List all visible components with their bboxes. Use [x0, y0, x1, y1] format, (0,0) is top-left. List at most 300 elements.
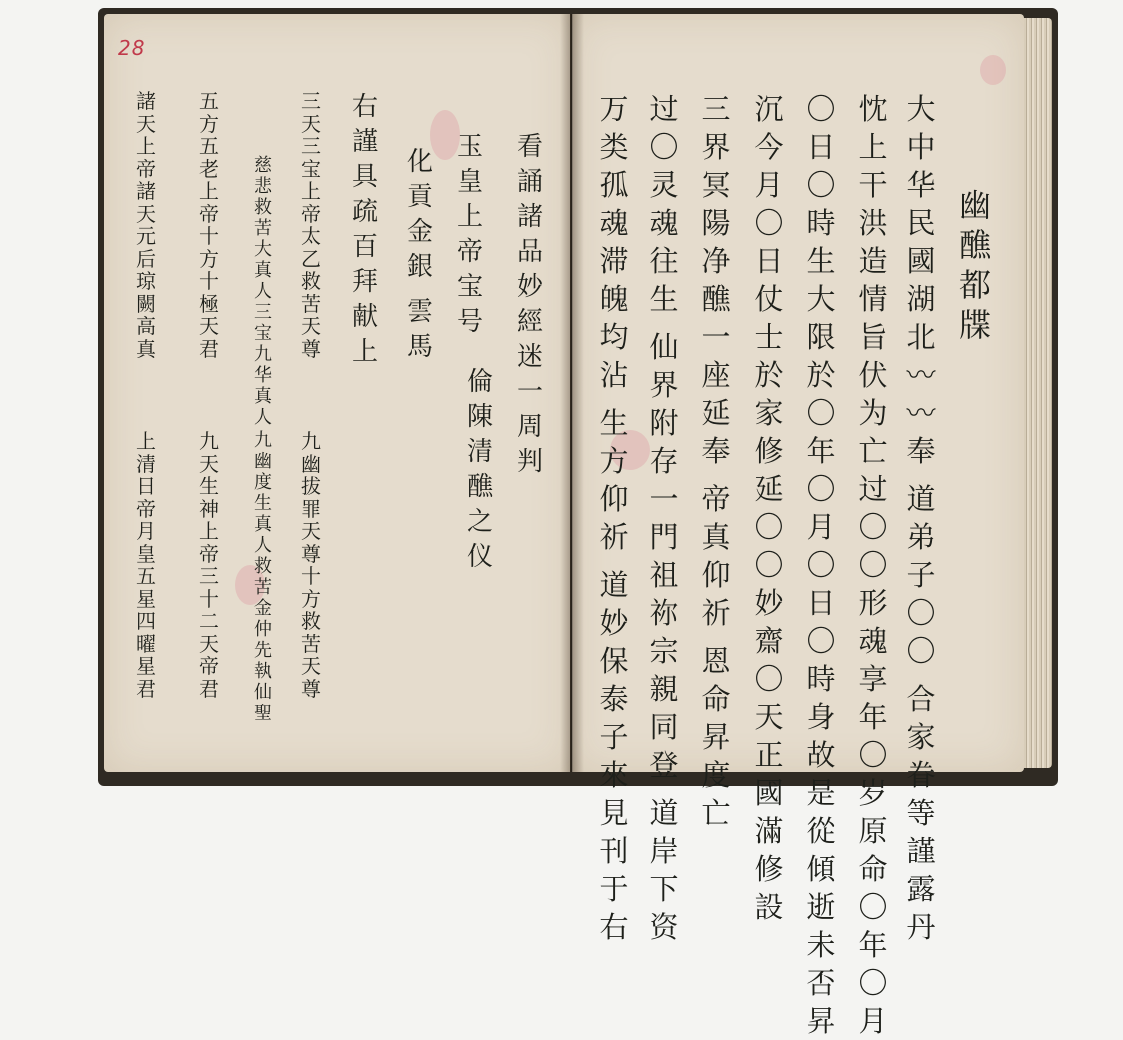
column-character: 献 — [351, 302, 378, 332]
text-column — [405, 145, 435, 365]
column-character: 〇 — [858, 890, 888, 924]
column-character: 五 — [199, 134, 219, 158]
column-character: 一 — [516, 377, 543, 407]
column-character: 闕 — [136, 291, 156, 316]
column-character: 星 — [136, 586, 156, 611]
column-character: 奉 — [906, 434, 936, 468]
column-character: 上 — [858, 130, 888, 164]
column-character — [711, 632, 720, 642]
column-character: 君 — [136, 676, 156, 701]
column-character: 昇 — [806, 1004, 836, 1038]
column-character: 帝 — [199, 541, 219, 566]
column-character: 罪 — [301, 496, 321, 521]
column-character: 經 — [516, 307, 543, 337]
column-character: 月 — [806, 510, 836, 544]
column-character: 魂 — [858, 624, 888, 658]
column-character: 倫 — [466, 367, 493, 397]
column-character: 仪 — [466, 542, 493, 572]
column-character: 尊 — [301, 541, 321, 566]
column-character: 〇 — [906, 596, 936, 630]
column-character: 日 — [806, 130, 836, 164]
column-character: 华 — [906, 168, 936, 202]
column-character: 金 — [406, 217, 433, 247]
column-character: 二 — [199, 609, 219, 633]
column-character: 岁 — [858, 776, 888, 810]
column-character: 亡 — [858, 434, 888, 468]
column-character: 執 — [254, 661, 272, 682]
column-character: 延 — [754, 472, 784, 506]
column-character: 清 — [466, 437, 493, 467]
column-character: 〰 — [906, 396, 936, 430]
column-character: 魄 — [599, 282, 629, 316]
column-character: 馬 — [406, 332, 433, 362]
column-character: 方 — [199, 246, 219, 271]
column-character: 生 — [254, 493, 272, 514]
column-character: 具 — [351, 162, 378, 192]
column-character: 雲 — [406, 297, 433, 327]
column-character: 露 — [906, 872, 936, 906]
column-character: 九 — [199, 429, 219, 453]
column-character: 時 — [806, 206, 836, 240]
column-character: 干 — [858, 168, 888, 202]
column-character: 陽 — [701, 206, 731, 240]
column-character: 判 — [516, 447, 543, 477]
column-character: 方 — [199, 111, 219, 136]
column-character: 幽 — [301, 451, 321, 476]
column-character: 后 — [136, 246, 156, 271]
column-character: 日 — [754, 244, 784, 278]
column-character: 右 — [599, 910, 629, 944]
page-number: 28 — [118, 36, 146, 60]
column-character: 方 — [599, 444, 629, 478]
column-character: 华 — [254, 365, 272, 386]
text-column — [465, 365, 495, 575]
column-character: 先 — [254, 640, 272, 661]
column-character: 帝 — [136, 156, 156, 181]
column-character: 誦 — [516, 167, 543, 197]
column-character: 貢 — [406, 182, 433, 212]
text-column — [300, 430, 322, 700]
text-column — [857, 90, 889, 1040]
text-column — [253, 155, 273, 428]
column-character: 看 — [516, 132, 543, 162]
column-character: 天 — [136, 201, 156, 226]
column-character: 民 — [906, 206, 936, 240]
right-page — [572, 14, 1024, 772]
column-character: 灵 — [649, 168, 679, 202]
column-character: 造 — [858, 244, 888, 278]
column-character: 仙 — [254, 682, 272, 703]
column-character: 玉 — [456, 132, 483, 162]
column-character: 帝 — [456, 237, 483, 267]
column-character: 上 — [136, 134, 156, 158]
column-character: 〇 — [906, 634, 936, 668]
column-character: 星 — [136, 654, 156, 678]
text-column — [648, 90, 680, 946]
column-character: 月 — [136, 519, 156, 543]
column-character: 太 — [301, 224, 321, 248]
column-character: 上 — [301, 179, 321, 203]
column-character: 宝 — [301, 156, 321, 181]
column-character: 否 — [806, 966, 836, 1000]
column-character: 奉 — [701, 434, 731, 468]
column-character: 國 — [906, 244, 936, 278]
column-character: 都 — [958, 266, 991, 304]
column-character: 來 — [599, 758, 629, 792]
column-character: 〇 — [754, 662, 784, 696]
column-character: 十 — [301, 564, 321, 588]
column-character: 日 — [136, 474, 156, 498]
column-character — [416, 285, 424, 295]
column-character: 延 — [701, 396, 731, 430]
column-character: 清 — [136, 451, 156, 476]
column-character: 神 — [199, 496, 219, 521]
column-character: 仗 — [754, 282, 784, 316]
column-character: 真 — [254, 514, 272, 535]
column-character: 弟 — [906, 520, 936, 554]
column-character: 洪 — [858, 206, 888, 240]
column-character: 琼 — [136, 269, 156, 293]
column-character: 〇 — [858, 738, 888, 772]
column-character: 等 — [906, 796, 936, 830]
column-character: 四 — [136, 609, 156, 633]
column-character: 皇 — [456, 167, 483, 197]
column-character: 國 — [754, 776, 784, 810]
column-character: 北 — [906, 320, 936, 354]
column-character: 〇 — [858, 548, 888, 582]
column-character: 是 — [806, 776, 836, 810]
column-character: 仰 — [701, 558, 731, 592]
column-character: 命 — [701, 682, 731, 716]
column-character: 乙 — [301, 246, 321, 271]
text-column — [135, 90, 157, 360]
column-character: 天 — [301, 111, 321, 136]
column-character: 资 — [649, 910, 679, 944]
column-character: 皇 — [136, 541, 156, 566]
column-character — [916, 470, 925, 480]
column-character: 謹 — [351, 127, 378, 157]
column-character: 伏 — [858, 358, 888, 392]
column-character: 天 — [199, 314, 219, 338]
text-column — [700, 90, 732, 832]
column-character: 年 — [858, 928, 888, 962]
column-character: 人 — [254, 535, 272, 556]
column-character: 人 — [254, 407, 272, 428]
text-column — [198, 430, 220, 700]
column-character: 救 — [301, 609, 321, 633]
column-character: 君 — [199, 336, 219, 361]
text-column — [253, 430, 273, 724]
column-character: 逝 — [806, 890, 836, 924]
column-character: 〇 — [858, 966, 888, 1000]
column-character: 真 — [136, 336, 156, 361]
column-character: 类 — [599, 130, 629, 164]
column-character: 三 — [199, 564, 219, 588]
column-character: 三 — [301, 89, 321, 113]
column-character: 形 — [858, 586, 888, 620]
column-character: 天 — [199, 631, 219, 656]
column-character: 忱 — [858, 92, 888, 126]
column-character: 於 — [754, 358, 784, 392]
column-character: 元 — [136, 224, 156, 248]
column-character: 上 — [456, 202, 483, 232]
column-character: 仙 — [649, 330, 679, 364]
left-page — [104, 14, 570, 772]
column-character: 百 — [351, 232, 378, 262]
column-character: 方 — [301, 586, 321, 611]
text-column — [198, 90, 220, 360]
column-character: 天 — [301, 314, 321, 338]
column-character: 醮 — [466, 472, 493, 502]
column-character: 净 — [701, 244, 731, 278]
column-character: 苦 — [254, 577, 272, 598]
text-column — [135, 430, 157, 700]
column-character: 过 — [858, 472, 888, 506]
column-character: 〇 — [806, 92, 836, 126]
text-column — [455, 130, 485, 340]
column-character: 苦 — [254, 218, 272, 239]
column-character: 月 — [858, 1004, 888, 1038]
column-character: 宝 — [456, 272, 483, 302]
column-character: 疏 — [351, 197, 378, 227]
column-character: 祢 — [649, 596, 679, 630]
column-character — [609, 394, 618, 404]
column-character: 真 — [701, 520, 731, 554]
column-character: 親 — [649, 672, 679, 706]
column-character: 上 — [351, 337, 378, 367]
column-character: 旨 — [858, 320, 888, 354]
column-character: 号 — [456, 307, 483, 337]
column-character: 九 — [301, 429, 321, 453]
column-character: 天 — [301, 519, 321, 543]
column-character — [609, 556, 618, 566]
column-character: 高 — [136, 314, 156, 338]
column-character: 迷 — [516, 342, 543, 372]
column-character: 〇 — [649, 130, 679, 164]
column-character: 魂 — [599, 206, 629, 240]
column-character: 登 — [649, 748, 679, 782]
column-character: 極 — [199, 291, 219, 316]
column-character: 过 — [649, 92, 679, 126]
column-character: 〇 — [806, 624, 836, 658]
column-character: 宗 — [649, 634, 679, 668]
column-character: 生 — [599, 406, 629, 440]
column-character: 故 — [806, 738, 836, 772]
column-character: 滞 — [599, 244, 629, 278]
column-character: 祖 — [649, 558, 679, 592]
column-character: 苦 — [301, 631, 321, 656]
column-character: 妙 — [754, 586, 784, 620]
column-character: 生 — [649, 282, 679, 316]
column-character: 五 — [136, 564, 156, 588]
column-character: 均 — [599, 320, 629, 354]
column-character: 三 — [301, 134, 321, 158]
column-character: 諸 — [136, 89, 156, 113]
column-character: 五 — [199, 89, 219, 113]
column-character: 存 — [649, 444, 679, 478]
column-character: 度 — [254, 472, 272, 493]
column-character: 拔 — [301, 474, 321, 498]
column-character: 〇 — [806, 168, 836, 202]
column-character: 下 — [649, 872, 679, 906]
column-character: 大 — [906, 92, 936, 126]
column-character: 帝 — [301, 201, 321, 226]
column-character: 昇 — [701, 720, 731, 754]
page-edges — [1024, 18, 1052, 768]
column-character: 〇 — [806, 396, 836, 430]
column-character: 真 — [254, 386, 272, 407]
column-character — [659, 318, 668, 328]
book-gutter — [560, 14, 584, 772]
column-character: 悲 — [254, 176, 272, 197]
column-character: 救 — [254, 197, 272, 218]
column-character: 真 — [254, 260, 272, 281]
column-character: 救 — [254, 556, 272, 577]
column-character: 魂 — [649, 206, 679, 240]
column-character: 曜 — [136, 631, 156, 656]
column-character: 〇 — [858, 510, 888, 544]
column-character: 十 — [199, 224, 219, 248]
column-character: 老 — [199, 156, 219, 181]
column-character: 大 — [806, 282, 836, 316]
column-character: 一 — [701, 320, 731, 354]
column-character: 天 — [301, 654, 321, 678]
column-character: 拜 — [351, 267, 378, 297]
column-character: 士 — [754, 320, 784, 354]
column-character — [916, 670, 925, 680]
column-character: 一 — [649, 482, 679, 516]
column-character: 之 — [466, 507, 493, 537]
column-character: 見 — [599, 796, 629, 830]
column-character: 子 — [906, 558, 936, 592]
column-character: 泰 — [599, 682, 629, 716]
column-character: 原 — [858, 814, 888, 848]
column-character: 道 — [649, 796, 679, 830]
column-character: 陳 — [466, 402, 493, 432]
column-character: 上 — [199, 519, 219, 543]
column-character: 日 — [806, 586, 836, 620]
column-character: 〇 — [754, 548, 784, 582]
column-character: 刊 — [599, 834, 629, 868]
column-character: 天 — [136, 111, 156, 136]
column-character: 上 — [199, 179, 219, 203]
column-character: 於 — [806, 358, 836, 392]
column-character: 帝 — [199, 201, 219, 226]
column-character: 品 — [516, 237, 543, 267]
column-character: 設 — [754, 890, 784, 924]
column-character: 苦 — [301, 291, 321, 316]
title-column — [957, 185, 993, 345]
column-character: 沾 — [599, 358, 629, 392]
column-character: 謹 — [906, 834, 936, 868]
column-character: 仲 — [254, 619, 272, 640]
column-character: 未 — [806, 928, 836, 962]
column-character: 右 — [351, 92, 378, 122]
column-character: 尊 — [301, 336, 321, 361]
column-character: 滿 — [754, 814, 784, 848]
column-character: 正 — [754, 738, 784, 772]
column-character: 救 — [301, 269, 321, 293]
column-character: 銀 — [406, 252, 433, 282]
text-column — [805, 90, 837, 1040]
column-character: 九 — [254, 430, 272, 451]
column-character: 齋 — [754, 624, 784, 658]
column-character: 恩 — [701, 644, 731, 678]
column-character: 孤 — [599, 168, 629, 202]
column-character: 往 — [649, 244, 679, 278]
text-column — [350, 90, 380, 370]
column-character: 子 — [599, 720, 629, 754]
text-column — [905, 90, 937, 946]
column-character: 年 — [806, 434, 836, 468]
column-character: 金 — [254, 598, 272, 619]
column-character: 为 — [858, 396, 888, 430]
column-character: 湖 — [906, 282, 936, 316]
column-character: 度 — [701, 758, 731, 792]
column-character: 丹 — [906, 910, 936, 944]
column-character: 周 — [516, 412, 543, 442]
column-character: 保 — [599, 644, 629, 678]
column-character: 仰 — [599, 482, 629, 516]
column-character: 十 — [199, 269, 219, 293]
column-character: 岸 — [649, 834, 679, 868]
column-character: 君 — [199, 676, 219, 701]
text-column — [753, 90, 785, 926]
column-character: 合 — [906, 682, 936, 716]
column-character: 〰 — [906, 358, 936, 392]
column-character: 慈 — [254, 155, 272, 176]
column-character: 傾 — [806, 852, 836, 886]
column-character: 享 — [858, 662, 888, 696]
column-character: 醮 — [958, 226, 991, 264]
column-character: 万 — [599, 92, 629, 126]
column-character: 祈 — [701, 596, 731, 630]
column-character: 家 — [754, 396, 784, 430]
column-character: 于 — [599, 872, 629, 906]
column-character: 修 — [754, 852, 784, 886]
column-character: 附 — [649, 406, 679, 440]
column-character: 天 — [199, 451, 219, 476]
column-character: 冥 — [701, 168, 731, 202]
column-character: 身 — [806, 700, 836, 734]
column-character: 幽 — [254, 451, 272, 472]
column-character: 祈 — [599, 520, 629, 554]
ink-stain — [980, 55, 1006, 85]
column-character: 界 — [701, 130, 731, 164]
column-character: 中 — [906, 130, 936, 164]
column-character: 修 — [754, 434, 784, 468]
column-character: 大 — [254, 239, 272, 260]
column-character: 妙 — [599, 606, 629, 640]
column-character: 諸 — [516, 202, 543, 232]
column-character: 座 — [701, 358, 731, 392]
text-column — [598, 90, 630, 946]
text-column — [515, 130, 545, 480]
column-character: 〇 — [754, 510, 784, 544]
column-character: 界 — [649, 368, 679, 402]
column-character: 九 — [254, 344, 272, 365]
column-character: 生 — [199, 474, 219, 498]
column-character: 天 — [754, 700, 784, 734]
column-character: 宝 — [254, 323, 272, 344]
column-character: 人 — [254, 281, 272, 302]
column-character: 上 — [136, 429, 156, 453]
column-character: 道 — [599, 568, 629, 602]
column-character: 幽 — [958, 186, 991, 224]
column-character: 亡 — [701, 796, 731, 830]
column-character: 年 — [858, 700, 888, 734]
column-character: 〇 — [806, 548, 836, 582]
